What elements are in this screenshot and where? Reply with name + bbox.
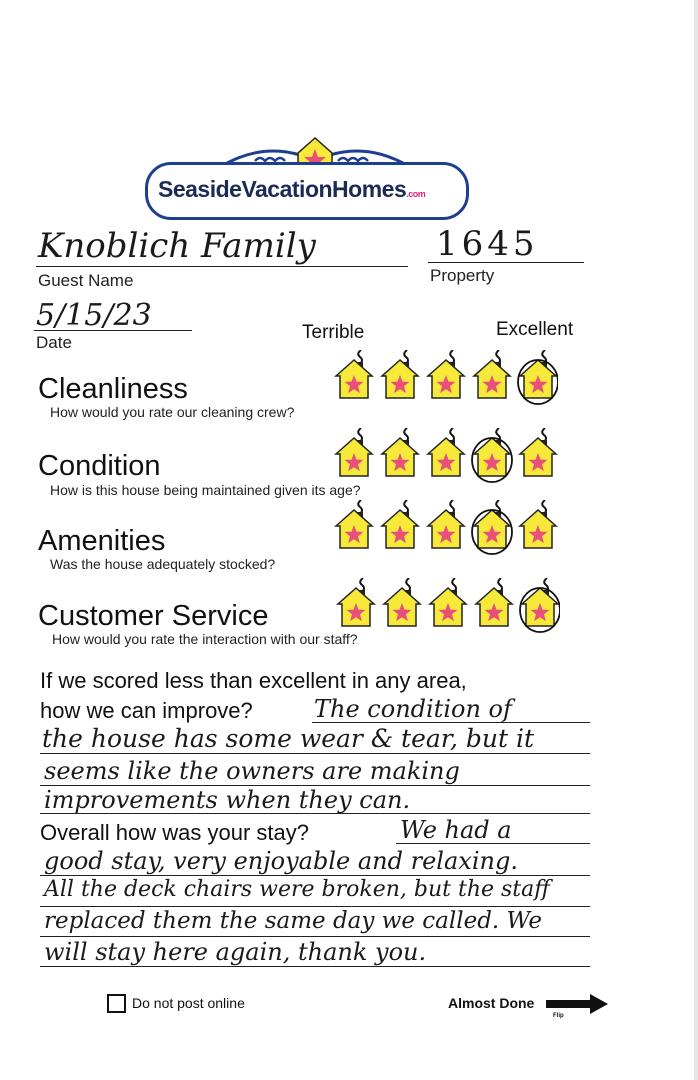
do-not-post-label: Do not post online: [132, 995, 245, 1011]
cleanliness-rating[interactable]: [328, 350, 558, 402]
rating-house-4-icon[interactable]: [476, 578, 512, 626]
cleanliness-question: How would you rate our cleaning crew?: [50, 404, 295, 420]
customer-service-rating[interactable]: [330, 578, 560, 630]
date-value: 5/15/23: [36, 298, 152, 333]
scan-edge-shadow: [694, 0, 698, 1080]
customer-service-question: How would you rate the interaction with our staff?: [52, 631, 358, 647]
rating-house-1-icon[interactable]: [336, 350, 372, 398]
date-label: Date: [36, 333, 72, 352]
condition-title: Condition: [38, 450, 161, 482]
improve-question-line1: If we scored less than excellent in any area,: [40, 668, 467, 693]
overall-question: Overall how was your stay?: [40, 820, 309, 845]
rating-house-1-icon[interactable]: [336, 500, 372, 548]
rating-houses: [328, 500, 558, 556]
amenities-question: Was the house adequately stocked?: [50, 556, 276, 572]
improve-answer-line: The condition of: [314, 695, 512, 723]
rating-house-5-icon[interactable]: [518, 350, 558, 404]
rating-house-3-icon[interactable]: [428, 350, 464, 398]
cleanliness-title: Cleanliness: [38, 373, 188, 405]
rating-house-2-icon[interactable]: [382, 428, 418, 476]
scale-low-label: Terrible: [302, 322, 365, 343]
customer-service-title: Customer Service: [38, 600, 269, 632]
improve-answer-line: seems like the owners are making: [44, 757, 460, 785]
condition-question: How is this house being maintained given its age?: [50, 482, 361, 498]
brand-name: SeasideVacationHomes: [158, 176, 407, 202]
almost-done-label: Almost Done: [448, 995, 535, 1011]
property-value: 1645: [436, 224, 539, 264]
property-label: Property: [430, 266, 495, 285]
rating-house-1-icon[interactable]: [338, 578, 374, 626]
rating-house-3-icon[interactable]: [428, 428, 464, 476]
rating-house-4-icon[interactable]: [472, 500, 512, 554]
rating-house-4-icon[interactable]: [472, 428, 512, 482]
guest-name-value: Knoblich Family: [38, 226, 316, 266]
rating-house-1-icon[interactable]: [336, 428, 372, 476]
overall-answer-line: All the deck chairs were broken, but the staff: [44, 877, 550, 902]
improve-answer-line: the house has some wear & tear, but it: [42, 724, 535, 753]
brand-suffix: .com: [406, 189, 426, 199]
overall-answer-line: We had a: [400, 816, 512, 844]
improve-question-line2: how we can improve?: [40, 698, 253, 723]
overall-answer-line: replaced them the same day we called. We: [44, 908, 542, 934]
rating-house-3-icon[interactable]: [428, 500, 464, 548]
do-not-post-checkbox[interactable]: [107, 994, 126, 1013]
overall-answer-line: will stay here again, thank you.: [44, 938, 427, 966]
rating-house-5-icon[interactable]: [520, 500, 556, 548]
overall-answer-line: good stay, very enjoyable and relaxing.: [44, 847, 518, 875]
rating-house-5-icon[interactable]: [520, 428, 556, 476]
rating-house-2-icon[interactable]: [382, 500, 418, 548]
rating-house-3-icon[interactable]: [430, 578, 466, 626]
rating-house-4-icon[interactable]: [474, 350, 510, 398]
guest-name-label: Guest Name: [38, 271, 134, 290]
rating-houses: [330, 578, 560, 634]
amenities-rating[interactable]: [328, 500, 558, 552]
rating-houses: [328, 428, 558, 484]
amenities-title: Amenities: [38, 525, 166, 557]
rating-house-5-icon[interactable]: [520, 578, 560, 632]
scale-high-label: Excellent: [496, 319, 574, 340]
rating-house-2-icon[interactable]: [384, 578, 420, 626]
rating-houses: [328, 350, 558, 406]
improve-answer-line: improvements when they can.: [44, 786, 411, 814]
rating-house-2-icon[interactable]: [382, 350, 418, 398]
condition-rating[interactable]: [328, 428, 558, 480]
flip-label: Flip: [553, 1013, 564, 1019]
